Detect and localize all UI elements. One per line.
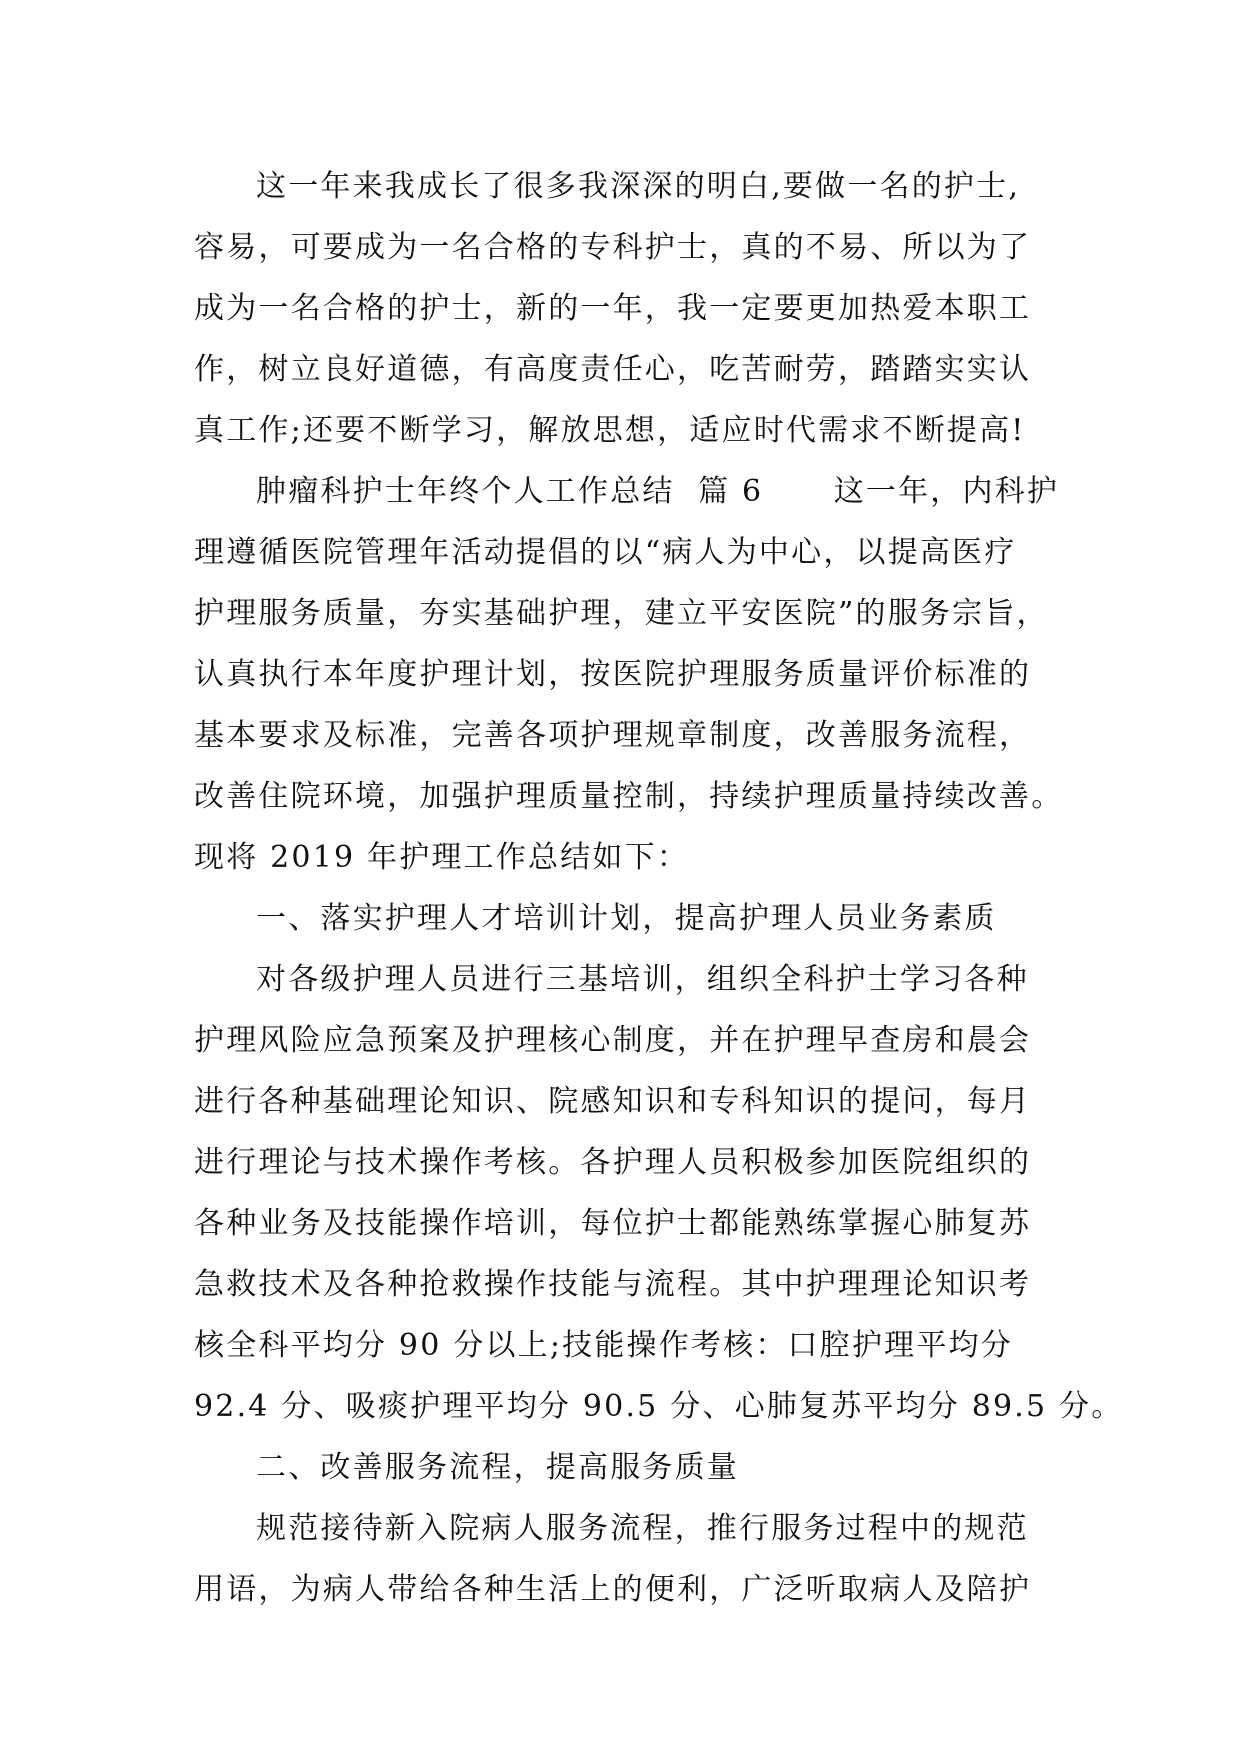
- paragraph-line: 进行理论与技术操作考核。各护理人员积极参加医院组织的: [194, 1145, 1032, 1180]
- paragraph-line: 急救技术及各种抢救操作技能与流程。其中护理理论知识考: [194, 1267, 1032, 1302]
- paragraph-line: 护理风险应急预案及护理核心制度，并在护理早查房和晨会: [194, 1023, 1032, 1058]
- section-heading: 一、落实护理人才培训计划，提高护理人员业务素质: [256, 901, 997, 936]
- paragraph-line: 基本要求及标准，完善各项护理规章制度，改善服务流程，: [194, 718, 1032, 753]
- paragraph-line: 这一年来我成长了很多我深深的明白,要做一名的护士,: [256, 169, 1021, 204]
- document-page: [194, 156, 1124, 1620]
- paragraph-line: 作，树立良好道德，有高度责任心，吃苦耐劳，踏踏实实认: [194, 352, 1032, 387]
- paragraph-line: 规范接待新入院病人服务流程，推行服务过程中的规范: [256, 1511, 1029, 1546]
- paragraph-line: 对各级护理人员进行三基培训，组织全科护士学习各种: [256, 962, 1029, 997]
- paragraph-line: 进行各种基础理论知识、院感知识和专科知识的提问，每月: [194, 1084, 1032, 1119]
- paragraph-line: 认真执行本年度护理计划，按医院护理服务质量评价标准的: [194, 657, 1032, 692]
- paragraph-line: 用语，为病人带给各种生活上的便利，广泛听取病人及陪护: [194, 1572, 1032, 1607]
- paragraph-line: 改善住院环境，加强护理质量控制，持续护理质量持续改善。: [194, 779, 1064, 814]
- paragraph-line: 现将 2019 年护理工作总结如下：: [194, 840, 690, 875]
- paragraph-line: 成为一名合格的护士，新的一年，我一定要更加热爱本职工: [194, 291, 1032, 326]
- paragraph-line: 理遵循医院管理年活动提倡的以“病人为中心，以提高医疗: [194, 535, 1017, 570]
- paragraph-line: 核全科平均分 90 分以上;技能操作考核：口腔护理平均分: [194, 1328, 1013, 1363]
- paragraph-line: 真工作;还要不断学习，解放思想，适应时代需求不断提高!: [194, 413, 1026, 448]
- section-heading: 二、改善服务流程，提高服务质量: [256, 1450, 739, 1485]
- paragraph-line: 护理服务质量，夯实基础护理，建立平安医院”的服务宗旨，: [194, 596, 1049, 631]
- paragraph-line: 各种业务及技能操作培训，每位护士都能熟练掌握心肺复苏: [194, 1206, 1032, 1241]
- section-title-line: 肿瘤科护士年终个人工作总结 篇 6 这一年，内科护: [256, 474, 1060, 509]
- paragraph-line: 92.4 分、吸痰护理平均分 90.5 分、心肺复苏平均分 89.5 分。: [194, 1389, 1124, 1424]
- paragraph-line: 容易，可要成为一名合格的专科护士，真的不易、所以为了: [194, 230, 1032, 265]
